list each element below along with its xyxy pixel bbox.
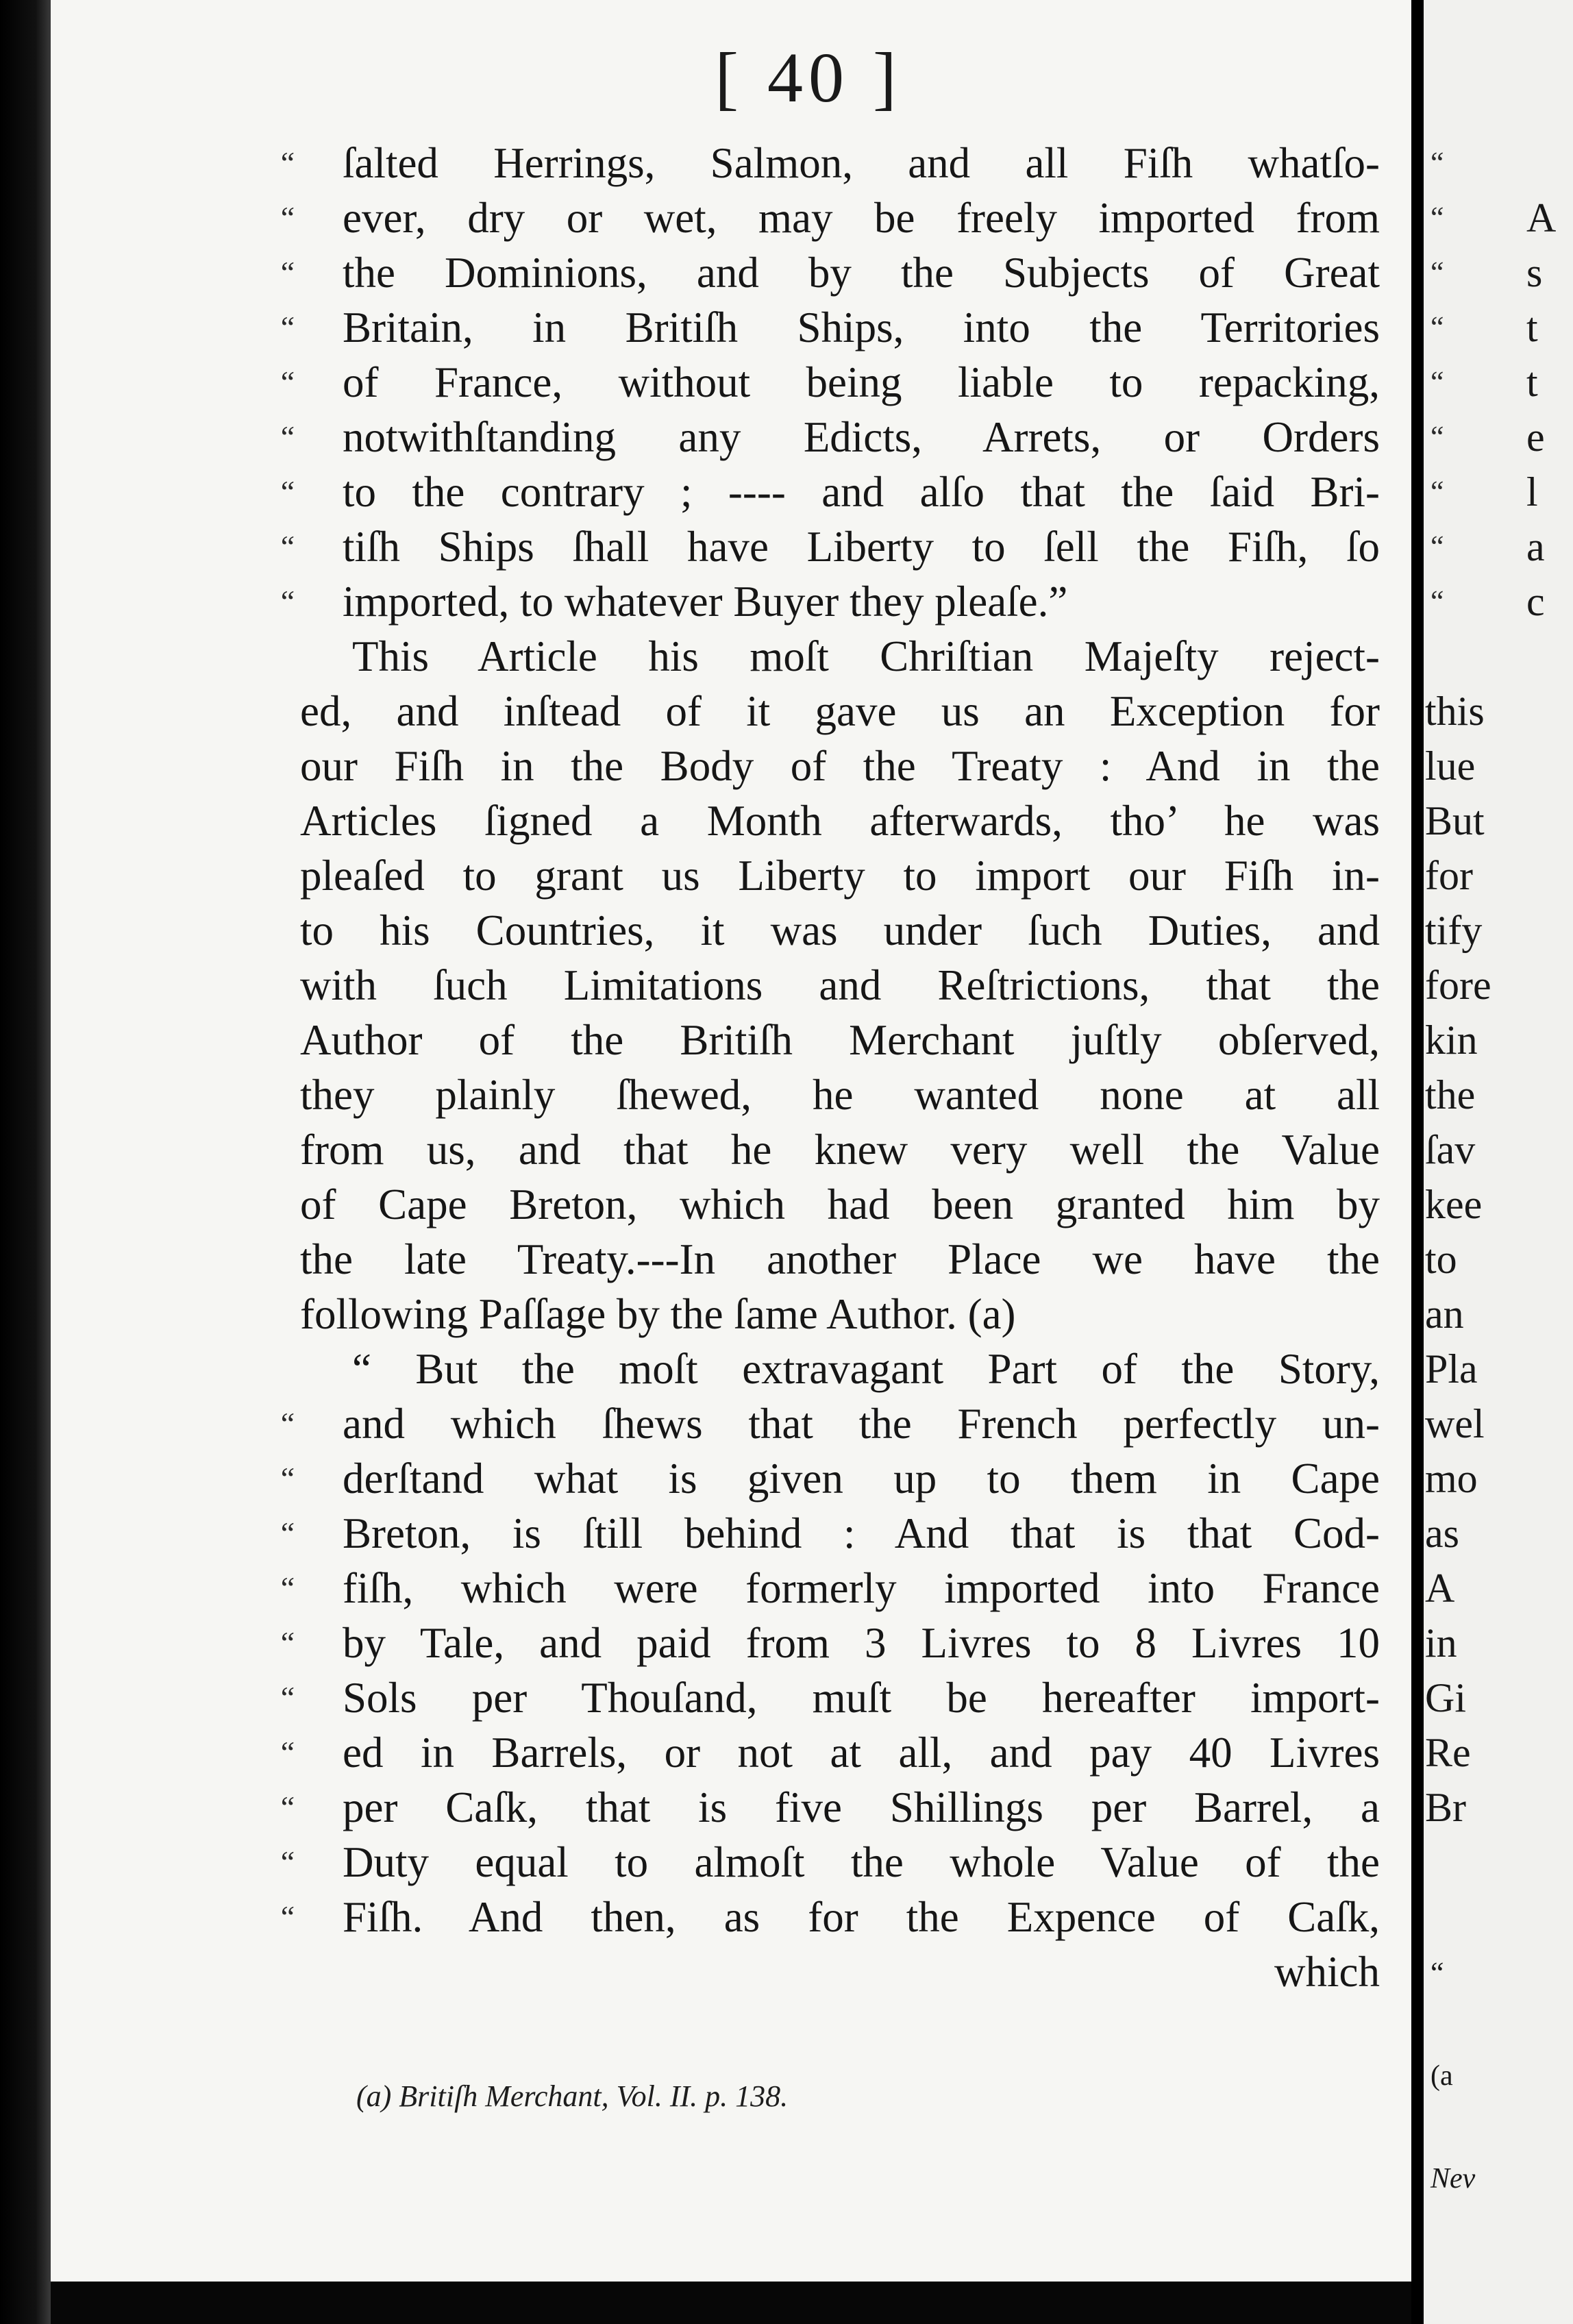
line-text: Fiſh. And then, as for the Expence of Caſk,	[343, 1893, 1380, 1941]
text-line	[277, 465, 1380, 519]
line-text: Articles ſigned a Month afterwards, tho’ he was	[300, 797, 1380, 845]
line-text: ſalted Herrings, Salmon, and all Fiſh whatſo-	[343, 139, 1380, 187]
quote-mark: “	[280, 1844, 295, 1879]
quote-mark: “	[280, 1790, 295, 1825]
next-page-text: c	[1526, 579, 1545, 624]
text-line	[277, 958, 1380, 1013]
next-page-quote-mark: “	[1430, 475, 1444, 508]
line-text: of Cape Breton, which had been granted him by	[300, 1180, 1380, 1228]
next-page-text: mo	[1425, 1456, 1478, 1501]
line-text: tiſh Ships ſhall have Liberty to ſell the Fiſh, ſo	[343, 523, 1380, 571]
quote-mark: “	[280, 310, 295, 345]
next-page-text: for	[1425, 853, 1473, 898]
line-text: they plainly ſhewed, he wanted none at all	[300, 1071, 1380, 1119]
quote-mark: “	[280, 1680, 295, 1715]
next-page-quote-mark: “	[1430, 365, 1444, 399]
left-margin-shadow	[0, 0, 51, 2324]
quote-mark: “	[280, 1570, 295, 1605]
text-line	[277, 574, 1380, 629]
line-text: our Fiſh in the Body of the Treaty : And in the	[300, 742, 1380, 790]
text-line	[277, 1616, 1380, 1670]
next-page-edge	[1424, 0, 1573, 2324]
text-line	[277, 1451, 1380, 1506]
next-page-text: ſav	[1425, 1127, 1476, 1172]
quote-mark: “	[280, 200, 295, 235]
next-page-quote-mark: “	[1430, 146, 1444, 180]
text-line	[277, 1835, 1380, 1890]
text-line	[277, 629, 1380, 684]
line-text: with ſuch Limitations and Reſtrictions, that the	[300, 961, 1380, 1009]
line-text: derſtand what is given up to them in Cape	[343, 1455, 1380, 1503]
text-line	[277, 1890, 1380, 1944]
next-page-footer-text: Nev	[1430, 2163, 1476, 2195]
text-line	[277, 1232, 1380, 1287]
line-text: and which ſhews that the French perfectly un-	[343, 1400, 1380, 1448]
next-page-text: this	[1425, 689, 1485, 734]
bottom-shadow	[51, 2282, 1411, 2324]
next-page-text: kin	[1425, 1017, 1478, 1063]
next-page-text: Br	[1425, 1785, 1466, 1830]
line-text: to the contrary ; ---- and alſo that the ſaid Bri-	[343, 468, 1380, 516]
text-line	[277, 1944, 1380, 1999]
text-line	[277, 1725, 1380, 1780]
text-line	[277, 1561, 1380, 1616]
next-page-text: to	[1425, 1237, 1457, 1282]
next-page-text: But	[1425, 798, 1485, 843]
text-line	[277, 684, 1380, 739]
text-line	[277, 355, 1380, 410]
line-text: pleaſed to grant us Liberty to import our Fiſh in-	[300, 852, 1380, 900]
text-line	[277, 793, 1380, 848]
next-page-text: tify	[1425, 908, 1483, 953]
text-line	[277, 1506, 1380, 1561]
text-line	[277, 410, 1380, 465]
line-text: following Paſſage by the ſame Author. (a)	[300, 1290, 1016, 1338]
line-text: of France, without being liable to repacking,	[343, 358, 1380, 406]
line-text: Duty equal to almoſt the whole Value of the	[343, 1838, 1380, 1886]
text-line	[277, 1780, 1380, 1835]
book-gutter	[1411, 0, 1424, 2324]
quote-mark: “	[280, 474, 295, 509]
next-page-text: l	[1526, 469, 1538, 515]
page-number: [ 40 ]	[715, 38, 902, 117]
next-page-text: an	[1425, 1291, 1464, 1337]
text-line	[277, 1067, 1380, 1122]
next-page-quote-mark: “	[1430, 201, 1444, 234]
line-text: from us, and that he knew very well the Value	[300, 1126, 1380, 1174]
next-page-text: Gi	[1425, 1675, 1466, 1720]
line-text: fiſh, which were formerly imported into France	[343, 1564, 1380, 1612]
next-page-footer-text: (a	[1430, 2060, 1453, 2092]
next-page-text: kee	[1425, 1182, 1483, 1227]
next-page-quote-mark: “	[1430, 530, 1444, 563]
next-page-text: e	[1526, 415, 1545, 460]
text-line	[277, 903, 1380, 958]
quote-mark: “	[280, 1735, 295, 1770]
next-page-text: s	[1526, 250, 1543, 295]
line-text: Breton, is ſtill behind : And that is that Cod-	[343, 1509, 1380, 1557]
footnote: (a) Britiſh Merchant, Vol. II. p. 138.	[356, 2079, 789, 2113]
text-line	[277, 245, 1380, 300]
text-line	[277, 300, 1380, 355]
next-page-quote-mark: “	[1430, 256, 1444, 289]
next-page-text: fore	[1425, 963, 1491, 1008]
text-line	[277, 1122, 1380, 1177]
next-page-text: t	[1526, 360, 1538, 405]
next-page-text: A	[1526, 195, 1557, 240]
next-page-text: t	[1526, 305, 1538, 350]
text-line	[277, 1396, 1380, 1451]
text-line	[277, 739, 1380, 793]
line-text: the late Treaty.---In another Place we have the	[300, 1235, 1380, 1283]
next-page-footer-text: “	[1430, 1956, 1444, 1990]
quote-mark: “	[280, 364, 295, 399]
next-page-quote-mark: “	[1430, 420, 1444, 454]
text-line	[277, 190, 1380, 245]
text-line	[277, 519, 1380, 574]
quote-mark: “	[280, 255, 295, 290]
line-text: to his Countries, it was under ſuch Duties, and	[300, 906, 1380, 954]
next-page-quote-mark: “	[1430, 310, 1444, 344]
quote-mark: “	[280, 419, 295, 454]
line-text: “ But the moſt extravagant Part of the Story,	[352, 1345, 1380, 1393]
next-page-text: the	[1425, 1072, 1476, 1117]
quote-mark: “	[280, 1461, 295, 1496]
quote-mark: “	[280, 529, 295, 564]
text-line	[277, 1287, 1380, 1342]
line-text: imported, to whatever Buyer they pleaſe.”	[343, 578, 1068, 626]
line-text: notwithſtanding any Edicts, Arrets, or Orders	[343, 413, 1380, 461]
next-page-text: wel	[1425, 1401, 1485, 1446]
page-text	[277, 136, 1380, 1999]
line-text: the Dominions, and by the Subjects of Great	[343, 249, 1380, 297]
line-text: Author of the Britiſh Merchant juſtly obſerved,	[300, 1016, 1380, 1064]
line-text: ever, dry or wet, may be freely imported from	[343, 194, 1380, 242]
text-line	[277, 848, 1380, 903]
text-line	[277, 1013, 1380, 1067]
line-text: which	[1274, 1948, 1380, 1996]
next-page-text: lue	[1425, 743, 1476, 789]
quote-mark: “	[280, 584, 295, 619]
text-line	[277, 1342, 1380, 1396]
line-text: ed, and inſtead of it gave us an Exception for	[300, 687, 1380, 735]
line-text: This Article his moſt Chriſtian Majeſty reject-	[352, 632, 1380, 680]
quote-mark: “	[280, 1406, 295, 1441]
quote-mark: “	[280, 1899, 295, 1934]
quote-mark: “	[280, 1516, 295, 1550]
next-page-text: Pla	[1425, 1346, 1478, 1392]
next-page-text: in	[1425, 1620, 1457, 1666]
next-page-text: a	[1526, 524, 1545, 569]
quote-mark: “	[280, 145, 295, 180]
line-text: per Caſk, that is five Shillings per Barrel, a	[343, 1783, 1380, 1831]
next-page-text: Re	[1425, 1730, 1471, 1775]
text-line	[277, 1177, 1380, 1232]
next-page-text: as	[1425, 1511, 1459, 1556]
line-text: ed in Barrels, or not at all, and pay 40 Livres	[343, 1729, 1380, 1777]
line-text: Sols per Thouſand, muſt be hereafter import-	[343, 1674, 1380, 1722]
line-text: Britain, in Britiſh Ships, into the Territories	[343, 304, 1380, 351]
text-line	[277, 1670, 1380, 1725]
next-page-quote-mark: “	[1430, 584, 1444, 618]
text-line	[277, 136, 1380, 190]
line-text: by Tale, and paid from 3 Livres to 8 Livres 10	[343, 1619, 1380, 1667]
next-page-text: A	[1425, 1566, 1455, 1611]
quote-mark: “	[280, 1625, 295, 1660]
